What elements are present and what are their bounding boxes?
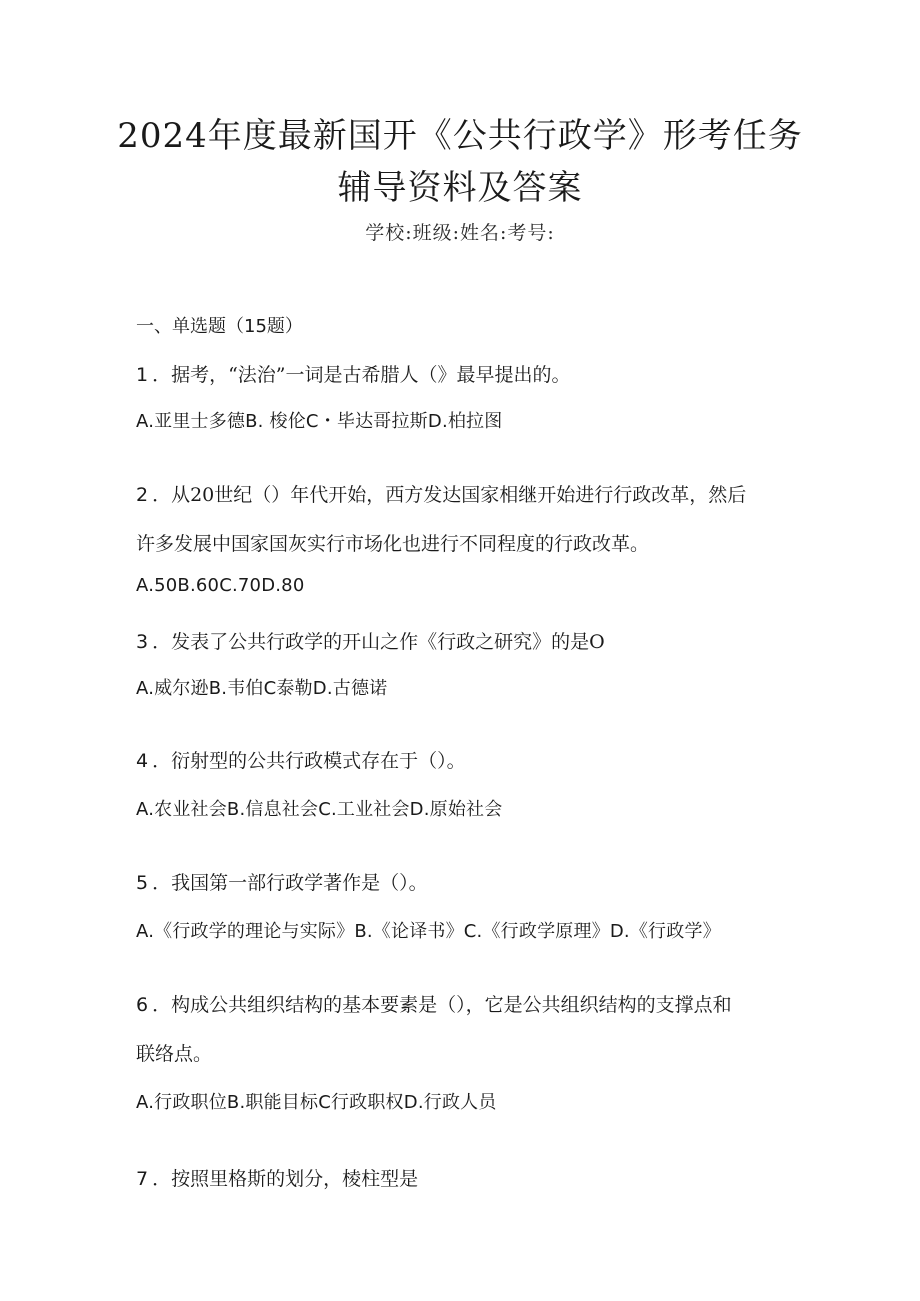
question-text: ．我国第一部行政学著作是（）。 <box>152 872 428 894</box>
question-text: ．发表了公共行政学的开山之作《行政之研究》的是O <box>152 631 605 653</box>
question-text: ．构成公共组织结构的基本要素是（），它是公共组织结构的支撑点和 <box>152 994 732 1016</box>
question-number: 1 <box>136 364 149 386</box>
question-1-options: A.亚里士多德B. 梭伦C・毕达哥拉斯D.柏拉图 <box>136 411 503 432</box>
question-2-options: A.50B.60C.70D.80 <box>136 575 305 596</box>
question-7-stem <box>136 1166 418 1192</box>
question-text: ．从20世纪（）年代开始，西方发达国家相继开始进行行政改革，然后 <box>152 484 747 506</box>
section-heading: 一、单选题（15题） <box>136 316 303 337</box>
question-3-stem <box>136 629 605 655</box>
question-5-options: A.《行政学的理论与实际》B.《论译书》C.《行政学原理》D.《行政学》 <box>136 921 721 942</box>
question-2-stem-line-1 <box>136 482 746 508</box>
question-1-stem <box>136 362 571 388</box>
question-5-stem <box>136 870 428 896</box>
question-text: ．按照里格斯的划分，棱柱型是 <box>152 1168 419 1190</box>
question-number: 2 <box>136 484 149 506</box>
question-6-options: A.行政职位B.职能目标C行政职权D.行政人员 <box>136 1092 497 1113</box>
question-2-stem-line-2: 许多发展中国家国灰实行市场化也进行不同程度的行政改革。 <box>136 533 650 555</box>
question-6-stem-line-1 <box>136 992 732 1018</box>
question-number: 5 <box>136 872 149 894</box>
question-3-options: A.威尔逊B.韦伯C泰勒D.古德诺 <box>136 678 388 699</box>
question-text: ．衍射型的公共行政模式存在于（）。 <box>152 750 466 772</box>
document-title-line-1: 2024年度最新国开《公共行政学》形考任务 <box>117 116 803 156</box>
document-title-line-2: 辅导资料及答案 <box>337 168 583 208</box>
student-info-line: 学校:班级:姓名:考号: <box>365 222 555 244</box>
question-4-options: A.农业社会B.信息社会C.工业社会D.原始社会 <box>136 799 503 820</box>
question-number: 4 <box>136 750 149 772</box>
question-number: 3 <box>136 631 149 653</box>
question-number: 6 <box>136 994 149 1016</box>
question-number: 7 <box>136 1168 149 1190</box>
question-4-stem <box>136 748 466 774</box>
question-6-stem-line-2: 联络点。 <box>136 1043 213 1065</box>
question-text: ．据考，“法治”一词是古希腊人（》最早提出的。 <box>152 364 571 386</box>
